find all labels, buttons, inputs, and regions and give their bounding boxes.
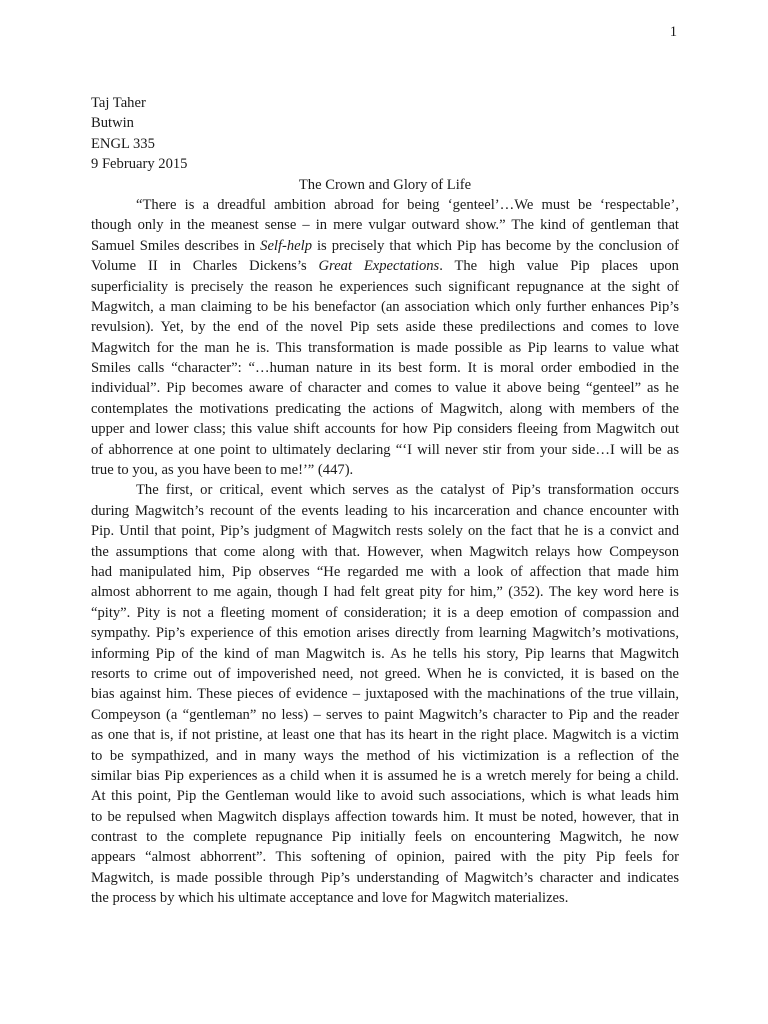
text-line: had manipulated him, Pip observes “He regarded me with a look of affection that made him [91, 563, 679, 580]
course-code: ENGL 335 [91, 135, 155, 152]
text-line: though only in the meanest sense – in mere vulgar outward show.” The kind of gentleman that [91, 217, 679, 234]
text-line: “pity”. Pity is not a fleeting moment of consideration; it is a deep emotion of compassion and [91, 604, 679, 621]
text-line: superficiality is precisely the reason he experiences such significant repugnance at the sight of [91, 278, 679, 295]
text-line: of abhorrence at one point to ultimately declaring “‘I will never stir from your side…I will be as [91, 441, 679, 458]
text-line: The first, or critical, event which serves as the catalyst of Pip’s transformation occurs [136, 482, 679, 499]
text-line: Magwitch for the man he is. This transformation is made possible as Pip learns to value what [91, 339, 679, 356]
text-line: Magwitch, a man claiming to be his benefactor (an association which only further enhances Pip’s [91, 298, 679, 315]
text-line: Pip. Until that point, Pip’s judgment of Magwitch rests solely on the fact that he is a convict and [91, 523, 679, 540]
text-line: Compeyson (a “gentleman” no less) – serves to paint Magwitch’s character to Pip and the reader [91, 706, 679, 723]
text-line: almost abhorrent to me again, though I had felt great pity for him,” (352). The key word here is [91, 584, 679, 601]
text-line: sympathy. Pip’s experience of this emotion arises directly from learning Magwitch’s motivations, [91, 625, 679, 642]
text-line: contemplates the motivations predicating the actions of Magwitch, along with members of the [91, 400, 679, 417]
text-line: upper and lower class; this value shift accounts for how Pip considers fleeing from Magwitch out [91, 421, 679, 438]
text-line: the process by which his ultimate acceptance and love for Magwitch materializes. [91, 890, 569, 907]
text-line: resorts to crime out of impoverished need, not greed. When he is convicted, it is based on the [91, 665, 679, 682]
text-line: revulsion). Yet, by the end of the novel Pip sets aside these predilections and comes to love [91, 319, 679, 336]
essay-title: The Crown and Glory of Life [298, 176, 472, 193]
text-line: At this point, Pip the Gentleman would like to avoid such associations, which is what leads him [91, 788, 679, 805]
document-body [91, 93, 679, 909]
essay-text [91, 195, 679, 909]
page-number: 1 [669, 24, 677, 40]
text-line: Smiles calls “character”: “…human nature in its best form. It is moral order embodied in the [91, 360, 679, 377]
text-line: during Magwitch’s recount of the events leading to his incarceration and chance encounter with [91, 502, 679, 519]
text-line: to be repulsed when Magwitch displays affection towards him. It must be noted, however, that in [91, 808, 679, 825]
text-line: individual”. Pip becomes aware of character and comes to value it above being “genteel” as he [91, 380, 679, 397]
paragraph [91, 195, 679, 480]
text-line: similar bias Pip experiences as a child when it is assumed he is a wretch merely for being a child. [91, 767, 679, 784]
text-line: bias against him. These pieces of evidence – juxtaposed with the machinations of the true villain, [91, 686, 679, 703]
text-line: appears “almost abhorrent”. This softening of opinion, paired with the pity Pip feels for [91, 849, 679, 866]
book-title: Great Expectations [318, 258, 440, 275]
text-line: the assumptions that come along with that. However, when Magwitch relays how Compeyson [91, 543, 679, 560]
text-line: Volume II in Charles Dickens’s Great Expectations. The high value Pip places upon [91, 258, 679, 275]
text-line: Magwitch, is made possible through Pip’s understanding of Magwitch’s character and indicates [91, 869, 679, 886]
instructor-name: Butwin [91, 115, 134, 132]
text-line: “There is a dreadful ambition abroad for being ‘genteel’…We must be ‘respectable’, [136, 196, 679, 213]
text-line: as one that is, if not pristine, at least one that has its heart in the right place. Magwitch is a victim [91, 727, 679, 744]
text-line: Samuel Smiles describes in Self-help is precisely that which Pip has become by the conclusion of [91, 237, 679, 254]
text-line: to be sympathized, and in many ways the method of his victimization is a reflection of the [91, 747, 679, 764]
text-line: informing Pip of the kind of man Magwitch is. As he tells his story, Pip learns that Magwitch [91, 645, 679, 662]
book-title: Self-help [260, 237, 313, 254]
document-date: 9 February 2015 [91, 156, 188, 173]
text-line: contrast to the complete repugnance Pip initially feels on encountering Magwitch, he now [91, 829, 679, 846]
text-line: true to you, as you have been to me!’” (447). [91, 462, 354, 479]
author-name: Taj Taher [91, 95, 146, 111]
paragraph [91, 480, 679, 908]
